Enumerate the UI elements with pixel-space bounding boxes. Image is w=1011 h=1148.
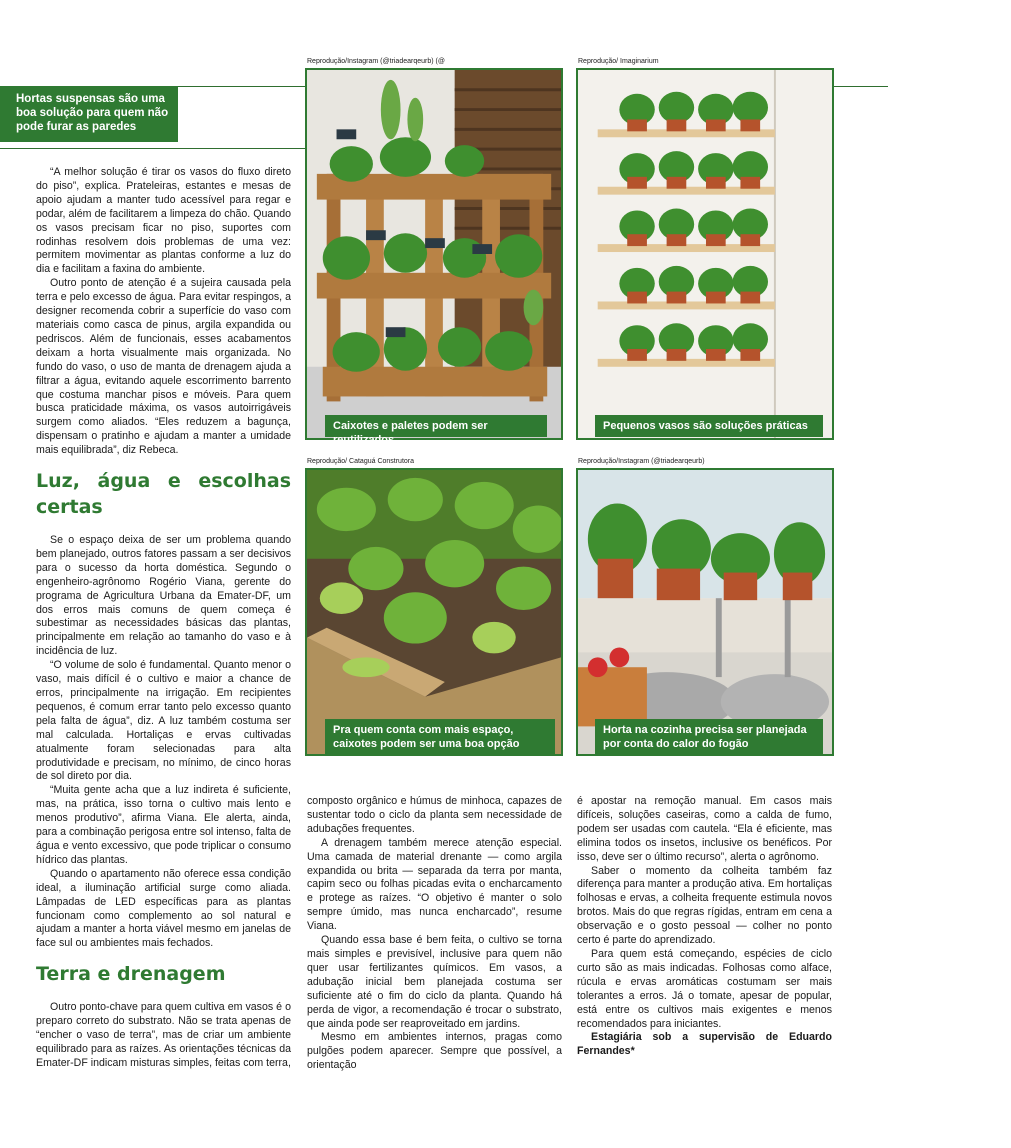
paragraph: Se o espaço deixa de ser um problema quando bem planejado, outros fatores passam a ser decisivos para o sucesso da horta doméstica. Segundo o engenheiro-agrônomo Rogério Viana, gerente do programa de Agricultura Urbana da Emater-DF, um dos erros mais comuns de quem começa é subestimar as necessidades básicas das plantas, principalmente em relação ao tamanho do vaso e à incidência de luz. [36,534,291,658]
pull-quote: Hortas suspensas são uma boa solução para quem não pode furar as paredes [0,86,178,142]
photo-raised-bed [305,468,563,756]
photo-caption: Caixotes e paletes podem ser reutilizados [325,415,547,437]
photo-credit: Reprodução/Instagram (@triadearqeurb) (@ [307,58,445,65]
paragraph: é apostar na remoção manual. Em casos mais difíceis, soluções caseiras, como a calda de fumo, podem ser usadas com cautela. “Ela é eficiente, mas elimina todos os insetos, inclusive os benéficos. Por isso, deve ser o último recurso”, alerta o agrônomo. [577,795,832,863]
paragraph: Mesmo em ambientes internos, pragas como pulgões podem aparecer. Sempre que possível, a orientação [307,1031,562,1072]
pullquote-rule [0,148,305,149]
paragraph: Saber o momento da colheita também faz diferença para manter a produção ativa. Em hortaliças folhosas e ervas, a colheita frequente estimula novos brotos. Mais do que regras rígidas, entram em cena a observação e o gosto pessoal — colher no ponto certo é parte do aprendizado. [577,864,832,947]
section-heading: Luz, água e escolhas certas [36,470,291,519]
kitchen-garden-illustration [578,470,832,754]
paragraph: Outro ponto-chave para quem cultiva em vasos é o preparo correto do substrato. Não se trata apenas de “encher o vaso de terra”, mas de criar um ambiente equilibrado para as raízes. As orientações técnicas da Emater-DF indicam misturas simples, feitas com terra, [36,1001,291,1069]
top-rule-right [834,86,888,87]
photo-caption: Pequenos vasos são soluções práticas [595,415,823,437]
paragraph: Para quem está começando, espécies de ciclo curto são as mais indicadas. Folhosas como alface, rúcula e ervas aromáticas costumam ser mais tolerantes a erros. Já o tomate, apesar de popular, está entre os cultivos mais exigentes e menos recomendados para iniciantes. [577,947,832,1030]
article-column-2 [307,795,562,1073]
photo-small-pots [576,68,834,440]
paragraph: Quando essa base é bem feita, o cultivo se torna mais simples e previsível, inclusive para quem não quer usar fertilizantes químicos. Em vasos, a adubação inicial bem planejada costuma ser suficiente até o fim do ciclo da planta. Quando há perda de vigor, a recomendação é trocar o substrato, que ainda pode ser reaproveitado em jardins. [307,934,562,1030]
paragraph: “Muita gente acha que a luz indireta é suficiente, mas, na prática, isso torna o cultivo mais lento e menos produtivo”, afirma Viana. Ele alerta, ainda, para a combinação perigosa entre sol intenso, falta de água e vento excessivo, que pode triplicar o consumo hídrico das plantas. [36,784,292,866]
pallet-garden-illustration [307,70,561,438]
paragraph: Quando o apartamento não oferece essa condição ideal, a iluminação artificial surge como aliada. Lâmpadas de LED específicas para as plantas funcionam como complemento ao sol natural e ajudam a manter a horta viável mesmo em janelas de face sul ou ambientes mais fechados. [36,867,291,950]
photo-pallet-garden [305,68,563,440]
article-column-1 [36,166,291,1071]
photo-credit: Reprodução/Instagram (@triadearqeurb) [578,458,705,465]
paragraph: Outro ponto de atenção é a sujeira causada pela terra e pelo excesso de água. Para evitar respingos, a designer recomenda cobrir a superfície do vaso com materiais como casca de pinus, argila expandida ou pedriscos. Além de funcionais, esses acabamentos deixam a horta visualmente mais organizada. No fundo do vaso, o uso de manta de drenagem ajuda a filtrar a água, evitando aquele escorrimento barrento que costuma manchar pisos e móveis. Para quem busca praticidade máxima, os vasos autoirrigáveis surgem como aliados. “Eles reduzem a bagunça, dispensam o pratinho e ajudam a manter a umidade mais equilibrada”, diz Rebeca. [36,277,291,457]
paragraph: A drenagem também merece atenção especial. Uma camada de material drenante — como argila expandida ou brita — separada da terra por manta, capim seco ou folhas picadas evita o encharcamento e protege as raízes. “O objetivo é manter o solo sempre úmido, mas nunca encharcado”, resume Viana. [307,836,562,933]
photo-kitchen-garden [576,468,834,756]
photo-caption: Horta na cozinha precisa ser planejada por conta do calor do fogão [595,719,823,755]
small-pots-illustration [578,70,832,438]
byline-signoff: Estagiária sob a supervisão de Eduardo Fernandes* [577,1031,832,1058]
paragraph: composto orgânico e húmus de minhoca, capazes de sustentar todo o ciclo da planta sem necessidade de adubações frequentes. [307,795,562,835]
photo-caption: Pra quem conta com mais espaço, caixotes podem ser uma boa opção [325,719,555,755]
article-column-3 [577,795,832,1059]
photo-credit: Reprodução/ Cataguá Construtora [307,458,415,465]
raised-bed-illustration [307,470,561,754]
paragraph: “A melhor solução é tirar os vasos do fluxo direto do piso”, explica. Prateleiras, estantes e mesas de apoio ajudam a manter tudo acessível para regar e podar, além de facilitarem a limpeza do chão. Quando os vasos precisam ficar no piso, suportes com rodinhas resolvem dois problemas de uma vez: permitem movimentar as plantas conforme a luz do dia e facilitam a faxina do ambiente. [36,166,291,276]
photo-credit: Reprodução/ Imaginarium [578,58,659,65]
section-heading: Terra e drenagem [36,963,226,986]
paragraph: “O volume de solo é fundamental. Quanto menor o vaso, mais difícil é o cultivo e maior a chance de erros, principalmente na irrigação. Em recipientes pequenos, é comum errar tanto pelo excesso quanto pela falta de água”, diz. A luz também costuma ser mal calculada. Hortaliças e ervas cultivadas atualmente foram selecionadas para alta produtividade e precisam, no mínimo, de cinco horas de sol direto por dia. [36,659,291,783]
